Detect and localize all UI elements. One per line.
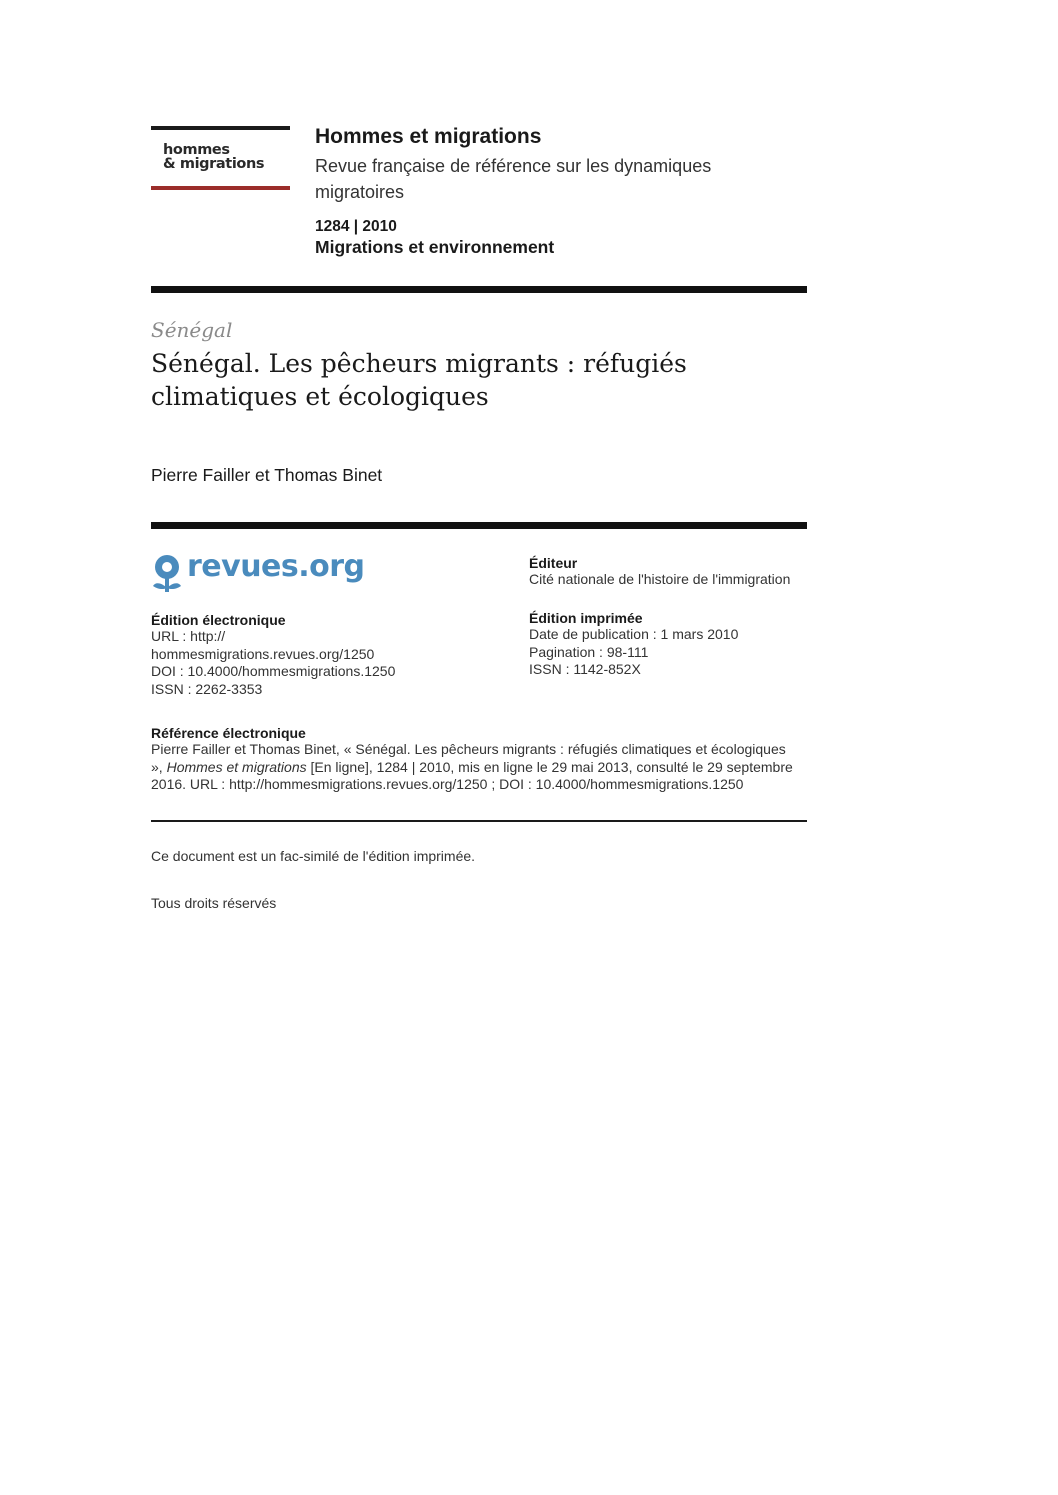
- revues-flower-icon: [151, 554, 183, 594]
- divider-bottom: [151, 820, 807, 822]
- journal-subtitle: Revue française de référence sur les dynamiques migratoires: [315, 156, 712, 202]
- reference-line-1: Pierre Failler et Thomas Binet, « Sénégal. Les pêcheurs migrants : réfugiés climatiques et écologiques: [151, 741, 786, 757]
- rights-note: Tous droits réservés: [151, 895, 277, 911]
- logo-bottom-bar: [151, 186, 290, 190]
- issue-theme: Migrations et environnement: [315, 237, 555, 257]
- article-authors: Pierre Failler et Thomas Binet: [151, 465, 383, 485]
- pagination: Pagination : 98-111: [529, 643, 649, 660]
- edition-imprimee-label: Édition imprimée: [529, 610, 643, 626]
- section-label: Sénégal: [151, 318, 233, 342]
- edition-electronique-label: Édition électronique: [151, 612, 286, 628]
- editeur-name: Cité nationale de l'histoire de l'immigration: [529, 571, 791, 587]
- edition-imprimee-block: [529, 610, 819, 679]
- issn-imprime: ISSN : 1142-852X: [529, 661, 641, 677]
- url-line-2[interactable]: hommesmigrations.revues.org/1250: [151, 645, 375, 662]
- doi-electronique: DOI : 10.4000/hommesmigrations.1250: [151, 663, 396, 679]
- publication-date: Date de publication : 1 mars 2010: [529, 626, 739, 642]
- reference-block: [151, 725, 811, 794]
- logo-top-bar: [151, 126, 290, 130]
- issn-electronique: ISSN : 2262-3353: [151, 680, 263, 697]
- divider-top: [151, 286, 807, 293]
- facsimile-note: Ce document est un fac-similé de l'édition imprimée.: [151, 848, 476, 864]
- logo-text: [163, 143, 264, 171]
- issue-number: 1284 | 2010: [315, 218, 397, 235]
- reference-label: Référence électronique: [151, 725, 306, 741]
- url-line-1: URL : http://: [151, 628, 226, 644]
- reference-journal-italic: Hommes et migrations: [166, 758, 307, 775]
- divider-middle: [151, 522, 807, 529]
- reference-line-2: [151, 759, 811, 777]
- revues-logo-text: revues.org: [187, 549, 365, 584]
- journal-logo: [151, 126, 290, 192]
- reference-line-3: 2016. URL : http://hommesmigrations.revues.org/1250 ; DOI : 10.4000/hommesmigrations.1250: [151, 776, 744, 792]
- editeur-block: [529, 555, 819, 589]
- editeur-label: Éditeur: [529, 555, 578, 571]
- edition-electronique-block: [151, 612, 511, 698]
- logo-line-2: & migrations: [163, 156, 265, 172]
- reference-line-2-post: [En ligne], 1284 | 2010, mis en ligne le 29 mai 2013, consulté le 29 septembre: [306, 758, 793, 775]
- article-title: Sénégal. Les pêcheurs migrants : réfugiés climatiques et écologiques: [151, 349, 687, 411]
- logo-line-1: hommes: [163, 142, 230, 158]
- reference-line-2-pre: »,: [151, 758, 167, 775]
- journal-title: Hommes et migrations: [315, 125, 542, 148]
